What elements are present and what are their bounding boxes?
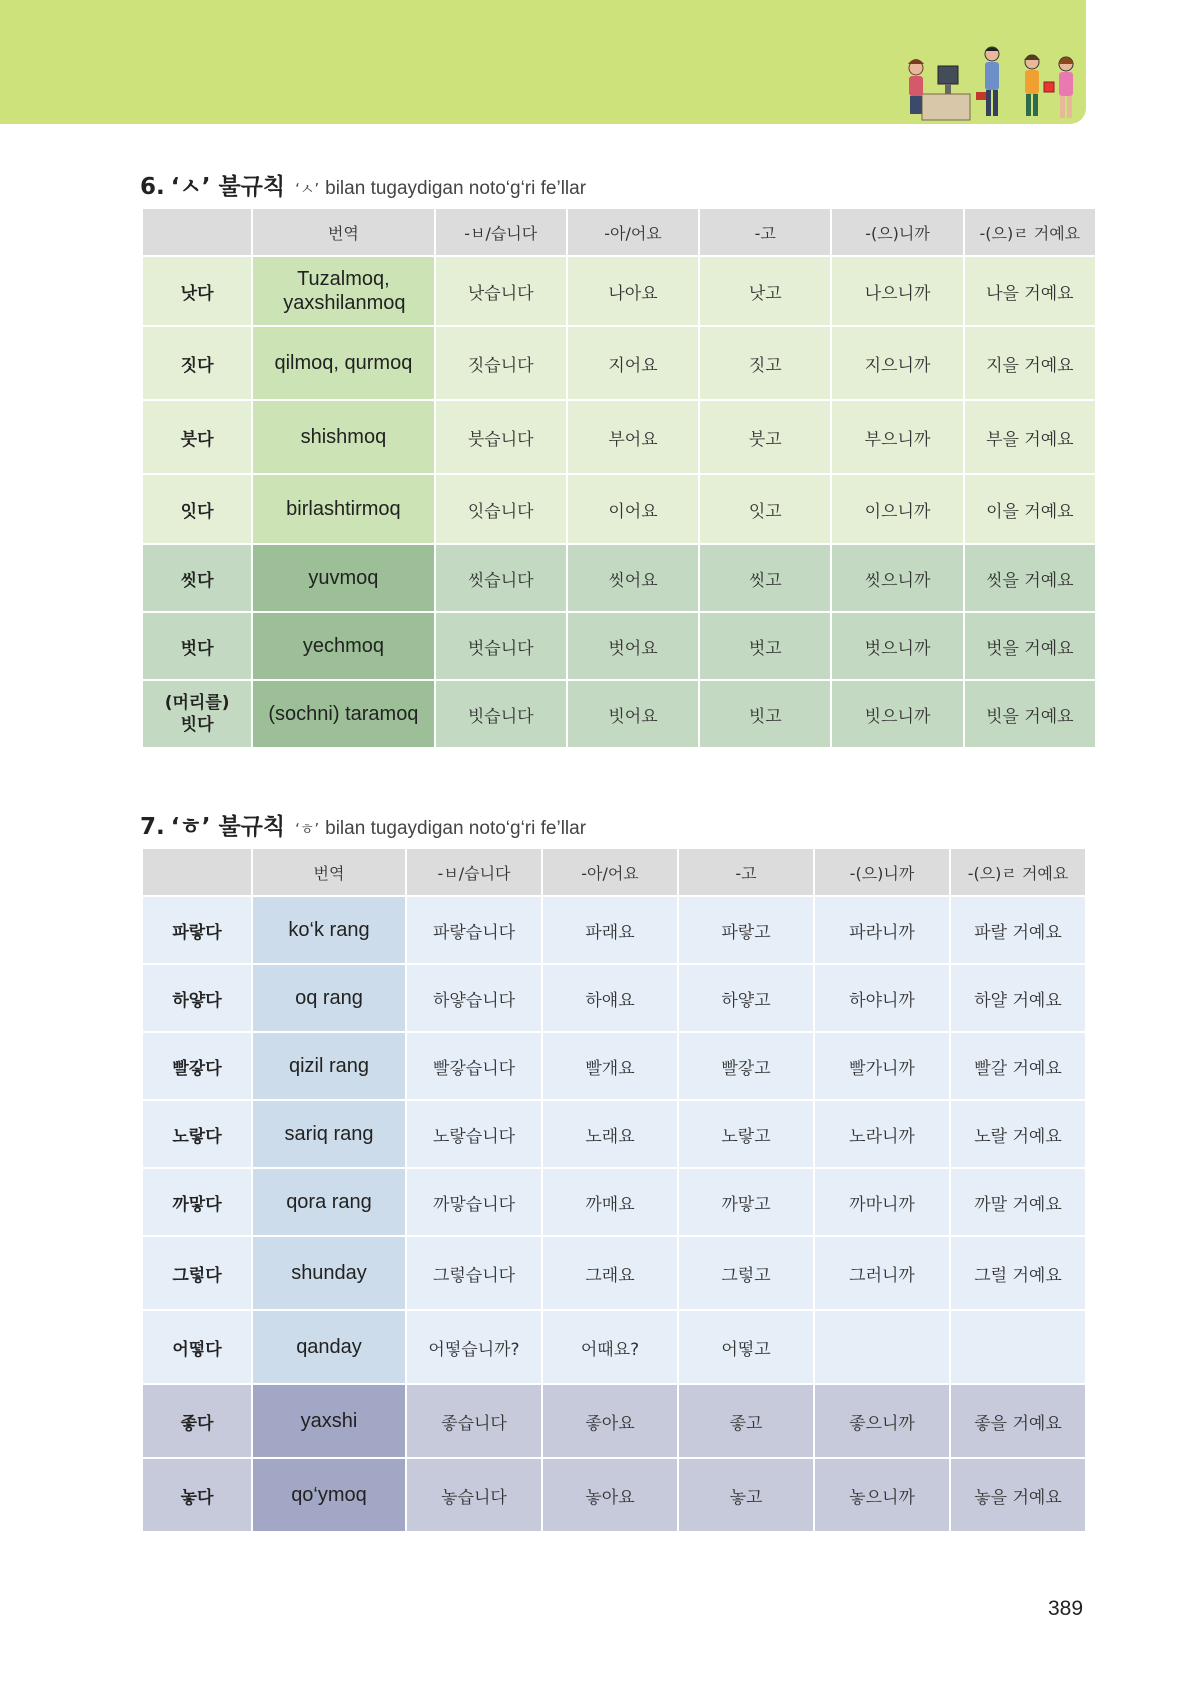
form-cell: 좋을 거예요 bbox=[951, 1385, 1085, 1457]
header-cell: -(으)니까 bbox=[832, 209, 962, 255]
form-cell: 나을 거예요 bbox=[965, 257, 1095, 325]
form-cell: 빗으니까 bbox=[832, 681, 962, 747]
form-cell: 씻고 bbox=[700, 545, 830, 611]
translation-cell: (sochni) taramoq bbox=[253, 681, 433, 747]
verb-cell: 까맣다 bbox=[143, 1169, 251, 1235]
form-cell: 까매요 bbox=[543, 1169, 677, 1235]
form-cell: 파라니까 bbox=[815, 897, 949, 963]
form-cell: 하야니까 bbox=[815, 965, 949, 1031]
form-cell: 나으니까 bbox=[832, 257, 962, 325]
verb-cell: 씻다 bbox=[143, 545, 251, 611]
verb-cell: 놓다 bbox=[143, 1459, 251, 1531]
form-cell: 어떻습니까? bbox=[407, 1311, 541, 1383]
table-row bbox=[143, 965, 1085, 1031]
form-cell: 부을 거예요 bbox=[965, 401, 1095, 473]
form-cell: 노래요 bbox=[543, 1101, 677, 1167]
form-cell: 파랄 거예요 bbox=[951, 897, 1085, 963]
form-cell: 그럴 거예요 bbox=[951, 1237, 1085, 1309]
table-row bbox=[143, 1033, 1085, 1099]
form-cell: 낫고 bbox=[700, 257, 830, 325]
section-title-jamo: ‘ㅅ’ bbox=[295, 180, 320, 198]
verb-cell: 노랗다 bbox=[143, 1101, 251, 1167]
table-row bbox=[143, 1237, 1085, 1309]
translation-cell: yaxshi bbox=[253, 1385, 405, 1457]
form-cell: 씻어요 bbox=[568, 545, 698, 611]
form-cell: 지으니까 bbox=[832, 327, 962, 399]
page-number: 389 bbox=[1048, 1597, 1084, 1620]
verb-cell: 짓다 bbox=[143, 327, 251, 399]
header-cell: -아/어요 bbox=[568, 209, 698, 255]
table-row bbox=[143, 897, 1085, 963]
form-cell: 그렇습니다 bbox=[407, 1237, 541, 1309]
translation-cell: qizil rang bbox=[253, 1033, 405, 1099]
header-cell: -고 bbox=[700, 209, 830, 255]
table-row bbox=[143, 545, 1095, 611]
form-cell: 빨가니까 bbox=[815, 1033, 949, 1099]
people-illustration bbox=[900, 42, 1090, 126]
form-cell: 빗어요 bbox=[568, 681, 698, 747]
form-cell: 붓고 bbox=[700, 401, 830, 473]
table-row bbox=[143, 1385, 1085, 1457]
form-cell: 빨갈 거예요 bbox=[951, 1033, 1085, 1099]
form-cell: 벗을 거예요 bbox=[965, 613, 1095, 679]
form-cell: 벗으니까 bbox=[832, 613, 962, 679]
translation-cell: qo‘ymoq bbox=[253, 1459, 405, 1531]
table-row bbox=[143, 1311, 1085, 1383]
form-cell: 좋습니다 bbox=[407, 1385, 541, 1457]
verb-cell: 하얗다 bbox=[143, 965, 251, 1031]
translation-cell: qanday bbox=[253, 1311, 405, 1383]
section-number: 6. bbox=[140, 174, 165, 200]
header-cell: -(으)ㄹ 거예요 bbox=[965, 209, 1095, 255]
form-cell: 빨개요 bbox=[543, 1033, 677, 1099]
form-cell: 빗을 거예요 bbox=[965, 681, 1095, 747]
form-cell: 좋아요 bbox=[543, 1385, 677, 1457]
form-cell: 까말 거예요 bbox=[951, 1169, 1085, 1235]
table-row bbox=[143, 613, 1095, 679]
form-cell: 파래요 bbox=[543, 897, 677, 963]
form-cell: 지어요 bbox=[568, 327, 698, 399]
hieut-irregular-table bbox=[141, 847, 1087, 1533]
verb-cell: 낫다 bbox=[143, 257, 251, 325]
form-cell bbox=[951, 1311, 1085, 1383]
form-cell: 빨갛고 bbox=[679, 1033, 813, 1099]
form-cell: 놓을 거예요 bbox=[951, 1459, 1085, 1531]
form-cell: 씻을 거예요 bbox=[965, 545, 1095, 611]
verb-cell: 잇다 bbox=[143, 475, 251, 543]
form-cell: 씻으니까 bbox=[832, 545, 962, 611]
verb-cell: 붓다 bbox=[143, 401, 251, 473]
header-cell: -(으)니까 bbox=[815, 849, 949, 895]
section-title-uzbek: bilan tugaydigan noto‘g‘ri fe’llar bbox=[325, 178, 587, 199]
table-row bbox=[143, 1169, 1085, 1235]
table-row bbox=[143, 327, 1095, 399]
translation-cell: yuvmoq bbox=[253, 545, 433, 611]
form-cell: 까마니까 bbox=[815, 1169, 949, 1235]
section-6-title bbox=[140, 168, 586, 201]
form-cell: 하얄 거예요 bbox=[951, 965, 1085, 1031]
header-cell: 번역 bbox=[253, 209, 433, 255]
section-title-korean: ‘ㅎ’ 불규칙 bbox=[170, 814, 286, 840]
form-cell: 파랗고 bbox=[679, 897, 813, 963]
form-cell: 벗고 bbox=[700, 613, 830, 679]
verb-cell: 좋다 bbox=[143, 1385, 251, 1457]
form-cell bbox=[815, 1311, 949, 1383]
header-cell: -아/어요 bbox=[543, 849, 677, 895]
form-cell: 그렇고 bbox=[679, 1237, 813, 1309]
verb-cell: 파랗다 bbox=[143, 897, 251, 963]
form-cell: 까맣고 bbox=[679, 1169, 813, 1235]
section-7-title bbox=[140, 808, 586, 841]
form-cell: 잇습니다 bbox=[436, 475, 566, 543]
translation-cell: oq rang bbox=[253, 965, 405, 1031]
translation-cell: shishmoq bbox=[253, 401, 433, 473]
form-cell: 씻습니다 bbox=[436, 545, 566, 611]
section-title-jamo: ‘ㅎ’ bbox=[295, 820, 320, 838]
form-cell: 짓습니다 bbox=[436, 327, 566, 399]
form-cell: 어때요? bbox=[543, 1311, 677, 1383]
form-cell: 지을 거예요 bbox=[965, 327, 1095, 399]
form-cell: 잇고 bbox=[700, 475, 830, 543]
form-cell: 나아요 bbox=[568, 257, 698, 325]
form-cell: 그러니까 bbox=[815, 1237, 949, 1309]
form-cell: 노랗고 bbox=[679, 1101, 813, 1167]
verb-cell: (머리를) 빗다 bbox=[143, 681, 251, 747]
verb-cell: 벗다 bbox=[143, 613, 251, 679]
header-cell: -(으)ㄹ 거예요 bbox=[951, 849, 1085, 895]
form-cell: 이을 거예요 bbox=[965, 475, 1095, 543]
header-cell bbox=[143, 209, 251, 255]
table-row bbox=[143, 257, 1095, 325]
section-title-korean: ‘ㅅ’ 불규칙 bbox=[170, 174, 286, 200]
form-cell: 놓아요 bbox=[543, 1459, 677, 1531]
form-cell: 하얗고 bbox=[679, 965, 813, 1031]
section-title-uzbek: bilan tugaydigan noto‘g‘ri fe’llar bbox=[325, 818, 587, 839]
form-cell: 이으니까 bbox=[832, 475, 962, 543]
form-cell: 빨갛습니다 bbox=[407, 1033, 541, 1099]
form-cell: 벗어요 bbox=[568, 613, 698, 679]
form-cell: 하얗습니다 bbox=[407, 965, 541, 1031]
form-cell: 부으니까 bbox=[832, 401, 962, 473]
form-cell: 놓으니까 bbox=[815, 1459, 949, 1531]
verb-cell: 빨갛다 bbox=[143, 1033, 251, 1099]
table-row bbox=[143, 681, 1095, 747]
translation-cell: qilmoq, qurmoq bbox=[253, 327, 433, 399]
translation-cell: birlashtirmoq bbox=[253, 475, 433, 543]
form-cell: 까맣습니다 bbox=[407, 1169, 541, 1235]
form-cell: 부어요 bbox=[568, 401, 698, 473]
form-cell: 노랄 거예요 bbox=[951, 1101, 1085, 1167]
form-cell: 짓고 bbox=[700, 327, 830, 399]
translation-cell: yechmoq bbox=[253, 613, 433, 679]
form-cell: 놓습니다 bbox=[407, 1459, 541, 1531]
header-cell: -고 bbox=[679, 849, 813, 895]
translation-cell: Tuzalmoq, yaxshilanmoq bbox=[253, 257, 433, 325]
header-cell bbox=[143, 849, 251, 895]
table-row bbox=[143, 475, 1095, 543]
form-cell: 그래요 bbox=[543, 1237, 677, 1309]
form-cell: 붓습니다 bbox=[436, 401, 566, 473]
siot-irregular-table bbox=[141, 207, 1097, 749]
table-header-row bbox=[143, 849, 1085, 895]
section-number: 7. bbox=[140, 814, 165, 840]
translation-cell: ko‘k rang bbox=[253, 897, 405, 963]
translation-cell: shunday bbox=[253, 1237, 405, 1309]
form-cell: 이어요 bbox=[568, 475, 698, 543]
form-cell: 벗습니다 bbox=[436, 613, 566, 679]
form-cell: 빗습니다 bbox=[436, 681, 566, 747]
form-cell: 파랗습니다 bbox=[407, 897, 541, 963]
form-cell: 놓고 bbox=[679, 1459, 813, 1531]
table-header-row bbox=[143, 209, 1095, 255]
verb-cell: 그렇다 bbox=[143, 1237, 251, 1309]
form-cell: 하얘요 bbox=[543, 965, 677, 1031]
translation-cell: sariq rang bbox=[253, 1101, 405, 1167]
form-cell: 좋으니까 bbox=[815, 1385, 949, 1457]
form-cell: 노랗습니다 bbox=[407, 1101, 541, 1167]
table-row bbox=[143, 1101, 1085, 1167]
header-cell: -ㅂ/습니다 bbox=[407, 849, 541, 895]
form-cell: 노라니까 bbox=[815, 1101, 949, 1167]
header-cell: -ㅂ/습니다 bbox=[436, 209, 566, 255]
form-cell: 어떻고 bbox=[679, 1311, 813, 1383]
form-cell: 좋고 bbox=[679, 1385, 813, 1457]
table-row bbox=[143, 401, 1095, 473]
translation-cell: qora rang bbox=[253, 1169, 405, 1235]
form-cell: 빗고 bbox=[700, 681, 830, 747]
form-cell: 낫습니다 bbox=[436, 257, 566, 325]
header-cell: 번역 bbox=[253, 849, 405, 895]
table-row bbox=[143, 1459, 1085, 1531]
verb-cell: 어떻다 bbox=[143, 1311, 251, 1383]
